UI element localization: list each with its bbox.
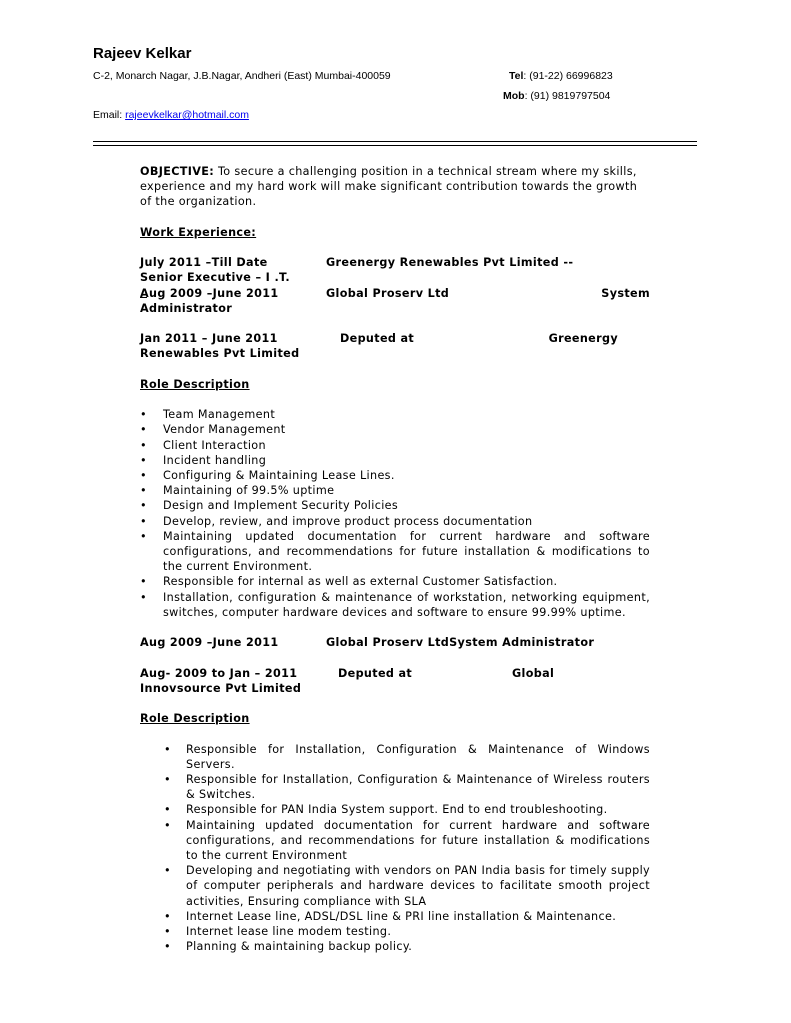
job-period: Jan 2011 – June 2011	[140, 332, 278, 346]
header-divider-top	[93, 141, 697, 142]
list-item-text: Responsible for Installation, Configuration & Maintenance of Windows Servers.	[186, 742, 650, 771]
list-item	[140, 939, 650, 954]
bullet-icon: •	[140, 453, 147, 467]
mobile	[503, 90, 610, 102]
bullet-icon: •	[140, 499, 147, 513]
job-period: Aug 2009 –June 2011	[140, 286, 279, 300]
job-company: Greenergy	[548, 332, 618, 346]
list-item-text: Vendor Management	[163, 423, 286, 437]
mob-label: Mob	[503, 90, 525, 102]
list-item-text: Design and Implement Security Policies	[163, 499, 399, 513]
bullet-icon: •	[164, 940, 171, 954]
bullet-icon: •	[164, 818, 171, 832]
bullet-icon: •	[140, 514, 147, 528]
email-link[interactable]: rajeevkelkar@hotmail.com	[125, 109, 249, 121]
list-item-text: Responsible for Installation, Configuration & Maintenance of Wireless routers & Switches.	[186, 772, 650, 802]
address: C-2, Monarch Nagar, J.B.Nagar, Andheri (East) Mumbai-400059	[93, 70, 391, 82]
job-entry	[140, 666, 650, 696]
list-item	[140, 802, 650, 817]
mob-number: : (91) 9819797504	[524, 90, 611, 102]
bullet-icon: •	[140, 423, 147, 437]
telephone	[509, 70, 613, 82]
bullet-icon: •	[140, 529, 147, 543]
job-company: Global	[512, 666, 555, 680]
list-item-text: Installation, configuration & maintenance of workstation, networking equipment, switches, computer hardware devices and software to ensure 99.99% uptime.	[163, 590, 650, 619]
job-entry	[140, 331, 650, 361]
list-item	[140, 498, 650, 513]
header-divider-bottom	[93, 145, 697, 146]
list-item	[140, 742, 650, 772]
work-experience-heading: Work Experience:	[140, 225, 257, 239]
tel-label: Tel	[509, 70, 524, 82]
list-item-text: Maintaining of 99.5% uptime	[163, 484, 335, 498]
list-item-text: Team Management	[163, 408, 276, 422]
tel-number: : (91-22) 66996823	[523, 70, 613, 82]
job-entry	[140, 255, 650, 285]
bullet-icon: •	[164, 772, 171, 786]
list-item	[140, 909, 650, 924]
list-item	[140, 772, 650, 802]
list-item-text: Maintaining updated documentation for current hardware and software configurations, and recommendations for future installation & modifications to the current Environment.	[163, 529, 650, 574]
list-item-text: Developing and negotiating with vendors on PAN India basis for timely supply of computer peripherals and hardware devices to facilitate smooth project activities, Ensuring compliance with SLA	[186, 864, 650, 908]
job-company: Global Proserv Ltd	[326, 286, 450, 300]
list-item	[140, 422, 650, 437]
list-item	[140, 924, 650, 939]
list-item	[140, 818, 650, 864]
list-item	[140, 590, 650, 620]
job-title: Senior Executive – I .T.	[140, 271, 290, 285]
role-list	[140, 407, 650, 620]
role-description-heading-2: Role Description	[140, 712, 250, 726]
job-title: System Administrator	[449, 636, 595, 650]
list-item-text: Internet Lease line, ADSL/DSL line & PRI line installation & Maintenance.	[186, 909, 617, 923]
bullet-icon: •	[140, 468, 147, 482]
job-deputed: Deputed at	[338, 666, 413, 680]
bullet-icon: •	[140, 408, 147, 422]
job-deputed: Deputed at	[340, 332, 415, 346]
list-item-text: Incident handling	[163, 453, 267, 467]
list-item-text: Planning & maintaining backup policy.	[186, 940, 413, 954]
job-period: July 2011 –Till Date	[140, 256, 268, 270]
list-item	[140, 468, 650, 483]
job-title-cont: Administrator	[140, 301, 233, 315]
job-company-cont: Innovsource Pvt Limited	[140, 681, 302, 695]
objective-text: To secure a challenging position in a technical stream where my skills, experience and my hard work will make significant contribution towards the growth of the organization.	[140, 165, 638, 209]
candidate-name: Rajeev Kelkar	[93, 45, 192, 62]
objective-label: OBJECTIVE:	[140, 165, 215, 178]
list-item	[140, 483, 650, 498]
job-company: Greenergy Renewables Pvt Limited --	[326, 256, 574, 270]
list-item	[140, 529, 650, 575]
stray-underline	[140, 297, 147, 298]
list-item	[140, 453, 650, 468]
list-item-text: Maintaining updated documentation for current hardware and software configurations, and recommendations for future installation & modifications to the current Environment	[186, 818, 650, 862]
list-item	[140, 438, 650, 453]
bullet-icon: •	[140, 590, 147, 604]
bullet-icon: •	[140, 484, 147, 498]
bullet-icon: •	[164, 864, 171, 878]
objective	[140, 164, 650, 210]
email-line	[93, 109, 249, 121]
bullet-icon: •	[164, 925, 171, 939]
bullet-icon: •	[164, 909, 171, 923]
list-item-text: Internet lease line modem testing.	[186, 925, 392, 939]
list-item-text: Responsible for internal as well as external Customer Satisfaction.	[163, 575, 558, 589]
email-label: Email:	[93, 109, 126, 121]
job-title: System	[601, 286, 650, 300]
job-company: Global Proserv Ltd	[326, 636, 450, 650]
job-company-cont: Renewables Pvt Limited	[140, 347, 300, 361]
list-item	[140, 514, 650, 529]
list-item-text: Configuring & Maintaining Lease Lines.	[163, 468, 395, 482]
bullet-icon: •	[164, 742, 171, 756]
list-item-text: Develop, review, and improve product process documentation	[163, 514, 533, 528]
list-item	[140, 574, 650, 589]
bullet-icon: •	[140, 438, 147, 452]
list-item	[140, 863, 650, 909]
bullet-icon: •	[140, 575, 147, 589]
job-period: Aug 2009 –June 2011	[140, 636, 279, 650]
role-description-heading: Role Description	[140, 377, 250, 391]
list-item-text: Client Interaction	[163, 438, 266, 452]
bullet-icon: •	[164, 803, 171, 817]
role-list-2	[140, 742, 650, 955]
job-period: Aug- 2009 to Jan – 2011	[140, 666, 298, 680]
list-item-text: Responsible for PAN India System support. End to end troubleshooting.	[186, 803, 608, 817]
list-item	[140, 407, 650, 422]
job-entry	[140, 635, 650, 650]
resume-body	[140, 164, 650, 954]
